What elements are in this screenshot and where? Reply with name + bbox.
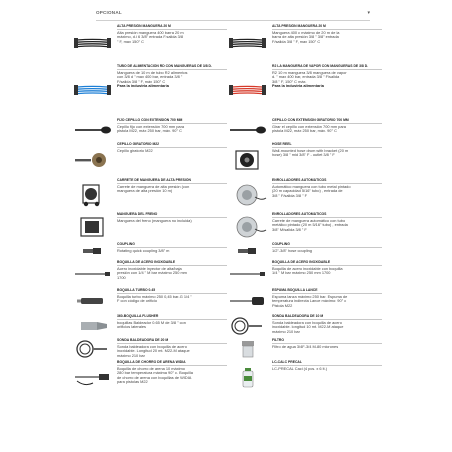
product-tubo-de-alimentacion-rd-con-mangueras-de-3-8-d bbox=[72, 64, 227, 118]
product-text-line: Wall-mounted hose drum with bracket (20 m bbox=[272, 147, 349, 153]
catalog-row bbox=[72, 288, 382, 314]
product-description bbox=[114, 142, 227, 153]
product-text-line: boquillas Baldeador 0.65 M de 3/8 " con bbox=[117, 319, 186, 325]
product-boquilla-de-acero-inoxidable bbox=[72, 260, 227, 288]
product-title: TUBO DE ALIMENTACIÓN RD CON MANGUERAS DE 3/8 D. bbox=[117, 64, 227, 70]
product-text-line: Cepillo giratorio M22 bbox=[117, 147, 153, 153]
foam-lance-icon bbox=[227, 288, 269, 314]
product-title: ALTA PRESIÓN MANGUERA 20 M bbox=[117, 24, 227, 30]
product-description bbox=[269, 118, 382, 134]
catalog-row bbox=[72, 338, 382, 360]
section-title: OPCIONAL bbox=[96, 10, 122, 15]
product-title: ALTA PRESIÓN MANGUERA 20 M bbox=[272, 24, 382, 30]
product-text-line: 1700 bbox=[117, 274, 126, 280]
product-title: ENROLLADORES AUTOMÁTICOS bbox=[272, 212, 382, 218]
product-title: BOQUILLA DE ACERO INOXIDABLE bbox=[117, 260, 227, 266]
product-title: BOQUILLA TURBO 0.45 bbox=[117, 288, 227, 294]
product-text-line: máximo 210 bar bbox=[272, 328, 300, 334]
product-boquilla-de-acero-inoxidable bbox=[227, 260, 382, 288]
product-description bbox=[114, 178, 227, 194]
product-text-line: Manguera del freno (manguera no incluida) bbox=[117, 217, 192, 223]
coupling-icon bbox=[72, 242, 114, 260]
product-text-line: orificios laterales bbox=[117, 324, 146, 330]
product-title: COUPLING bbox=[272, 242, 382, 248]
product-carrete-de-manguera-de-alta-presion bbox=[72, 178, 227, 212]
product-text-line: hose) 3/8 " mid 3/8" F - outlet 3/8 " F bbox=[272, 152, 335, 158]
hose-cart-icon bbox=[72, 178, 114, 212]
product-text-line: Carrete de manguera automático con tubo bbox=[272, 217, 346, 223]
catalog-row bbox=[72, 242, 382, 260]
product-description bbox=[269, 242, 382, 253]
auto-reel-icon bbox=[227, 178, 269, 212]
product-text-line: Alta presión manguera 400 barra 20 m bbox=[117, 29, 184, 35]
product-description bbox=[114, 260, 227, 280]
product-text-line: para pistolas M22 bbox=[117, 379, 148, 385]
product-text-line: Manguera de 10 m de tubo R2 alimentos bbox=[117, 69, 188, 75]
lance-icon bbox=[227, 260, 269, 288]
product-description bbox=[114, 212, 227, 223]
product-text-line: Boquilla de chorro de arena 10 máximo bbox=[117, 365, 185, 371]
product-text-line: 3/8 " F, 150° C máx. bbox=[272, 78, 307, 84]
product-description bbox=[269, 288, 382, 308]
product-text-line: Boquilla de acero inoxidable con boquilla bbox=[272, 265, 343, 271]
product-description bbox=[114, 64, 227, 89]
brush-extension-icon bbox=[72, 118, 114, 142]
product-text-line: 280 bar temperatura máxima 90° c. Boquilla bbox=[117, 370, 193, 376]
product-boquilla-turbo-0-45 bbox=[72, 288, 227, 314]
product-text-line: Espuma lanza máximo 250 bar. Espuma de bbox=[272, 293, 348, 299]
product-title: CEPILLO GIRATORIO M22 bbox=[117, 142, 227, 148]
product-description bbox=[114, 118, 227, 134]
catalog-row bbox=[72, 314, 382, 338]
product-description bbox=[114, 242, 227, 253]
chevron-down-icon[interactable]: ▾ bbox=[367, 10, 370, 16]
drain-probe-icon bbox=[72, 338, 114, 360]
product-text-line: inoxidable. longitud 10 mt. M22-M ataque bbox=[272, 324, 344, 330]
product-text-line: Automático manguera con tubo metal pintado bbox=[272, 183, 351, 189]
product-coupling bbox=[72, 242, 227, 260]
hose-bundle-black-icon bbox=[72, 24, 114, 64]
product-text-line: Sonda baldeadora con boquilla de acero bbox=[272, 319, 342, 325]
product-text-line: 1/4 " M bar máximo 250 mm 1700 bbox=[272, 270, 331, 276]
product-title: COUPLING bbox=[117, 242, 227, 248]
product-hose-reel bbox=[227, 142, 382, 178]
catalog-row bbox=[72, 360, 382, 394]
product-text-line: Manguera 400 c máximo de 20 m de la bbox=[272, 29, 340, 35]
product-description bbox=[269, 314, 382, 334]
catalog-row bbox=[72, 178, 382, 212]
product-text-line: presión con 1/4 " M bar máximo 250 mm bbox=[117, 270, 187, 276]
catalog-row bbox=[72, 142, 382, 178]
product-description bbox=[269, 64, 382, 89]
product-text-line: pistola M22, máx 250 bar, máx. 90° C bbox=[272, 128, 337, 134]
product-title: R2 LA MANGUERA DE VAPOR CON MANGUERAS DE 3/8 D. bbox=[272, 64, 382, 70]
product-title: ENROLLADORES AUTOMÁTICOS bbox=[272, 178, 382, 184]
product-alta-presion-manguera-20-m bbox=[72, 24, 227, 64]
product-text-line: Cepillo fijo con extensión 700 mm para bbox=[117, 123, 185, 129]
chemical-bottle-icon bbox=[227, 360, 269, 394]
filter-icon bbox=[227, 338, 269, 360]
product-title: BOQUILLA DE CHORRO DE ARENA WIDIA bbox=[117, 360, 227, 366]
product-cepillo-giratorio-m22 bbox=[72, 142, 227, 178]
product-text-line: Para la industria alimentaria bbox=[272, 83, 324, 89]
product-text-line: F/salida 3/8 " F, máx 150° C bbox=[117, 78, 166, 84]
brake-reel-icon bbox=[72, 212, 114, 242]
product-text-line: (20 m capacidad 5/16" tubo) , entrada de bbox=[272, 188, 343, 194]
product-description bbox=[269, 212, 382, 232]
product-enrolladores-automaticos bbox=[227, 178, 382, 212]
product-text-line: pistola M22, máx 250 bar, máx. 90° C bbox=[117, 128, 182, 134]
product-text-line: " F, max 150° C bbox=[117, 38, 144, 44]
product-text-line: Carrete de manguera de alta presión (con bbox=[117, 183, 190, 189]
product-text-line: de chorro de arena con boquillas de WIDIA bbox=[117, 374, 192, 380]
product-title: SONDA BALDEADORA DE 10 M bbox=[272, 314, 382, 320]
section-header bbox=[96, 10, 370, 21]
product-title: MANGUERA DEL FRENO bbox=[117, 212, 227, 218]
product-title: CARRETE DE MANGUERA DE ALTA PRESIÓN bbox=[117, 178, 227, 184]
product-description bbox=[269, 260, 382, 276]
product-description bbox=[269, 178, 382, 198]
product-description bbox=[114, 314, 227, 330]
product-text-line: Pistola M22 bbox=[272, 302, 293, 308]
product-text-line: d. " max 400 bar, entrada 3/8 " F/salida bbox=[272, 74, 340, 80]
auto-reel-icon bbox=[227, 212, 269, 242]
product-text-line: Boquilla turbo máximo 250 0,45 bar-G 1/4 " bbox=[117, 293, 192, 299]
product-espuma-boquilla-lance bbox=[227, 288, 382, 314]
product-description bbox=[269, 142, 382, 158]
product-text-line: Para la industria alimentaria bbox=[117, 83, 169, 89]
product-text-line: Filtro de agua 3/4F-3/4 M-80 micrones bbox=[272, 343, 339, 349]
product-r2-la-manguera-de-vapor-con-mangueras-de-3-8-d bbox=[227, 64, 382, 118]
product-filtro bbox=[227, 338, 382, 360]
product-description bbox=[114, 24, 227, 44]
product-text-line: inoxidable. Longitud 20 mt. M22-M ataque bbox=[117, 348, 190, 354]
catalog-row bbox=[72, 212, 382, 242]
product-title: LC-CALC PRECAL bbox=[272, 360, 382, 366]
product-text-line: 3/8 " F/salida 3/8 " F bbox=[272, 192, 307, 198]
product-title: CEPILLO CON EXTENSIÓN GIRATORIO 700 MM bbox=[272, 118, 382, 124]
product-text-line: F/salida 3/8 " F, max 150° C bbox=[272, 38, 321, 44]
product-title: 360-BOQUILLA FLUSHER bbox=[117, 314, 227, 320]
accessory-grid bbox=[72, 24, 382, 394]
hose-bundle-red-icon bbox=[227, 64, 269, 118]
catalog-row bbox=[72, 24, 382, 64]
product-lc-calc-precal bbox=[227, 360, 382, 394]
product-text-line: máximo 210 bar bbox=[117, 352, 145, 358]
product-text-line: LC-PRECAL Caci (4 pcs. x 6 lt.) bbox=[272, 365, 327, 371]
catalog-row bbox=[72, 118, 382, 142]
product-description bbox=[114, 288, 227, 304]
product-description bbox=[269, 360, 382, 371]
product-boquilla-de-chorro-de-arena-widia bbox=[72, 360, 227, 394]
product-alta-presion-manguera-20-m bbox=[227, 24, 382, 64]
product-text-line: Girar el cepillo con extensión 700 mm para bbox=[272, 123, 346, 129]
drain-probe-icon bbox=[227, 314, 269, 338]
catalog-row bbox=[72, 64, 382, 118]
product-sonda-baldeadora-de-10-m bbox=[227, 314, 382, 338]
product-text-line: Acero inoxidable inyector de alta/baja bbox=[117, 265, 182, 271]
coupling-icon bbox=[227, 242, 269, 260]
product-title: FIJO CEPILLO CON EXTENSIÓN 700 MM bbox=[117, 118, 227, 124]
product-title: SONDA BALDEADORA DE 20 M bbox=[117, 338, 227, 344]
product-text-line: Rotating quick coupling 3/8" m bbox=[117, 247, 170, 253]
product-title: FILTRO bbox=[272, 338, 382, 344]
hose-bundle-blue-icon bbox=[72, 64, 114, 118]
product-text-line: F con código de orificio bbox=[117, 298, 158, 304]
product-fijo-cepillo-con-extension-700-mm bbox=[72, 118, 227, 142]
product-text-line: barra de alta presión 3/8 " 3/8" entrada bbox=[272, 34, 339, 40]
hose-reel-icon bbox=[227, 142, 269, 178]
product-text-line: manguera de alta presión 10 m) bbox=[117, 188, 173, 194]
hose-bundle-black-icon bbox=[227, 24, 269, 64]
sandblast-nozzle-icon bbox=[72, 360, 114, 394]
product-title: BOQUILLA DE ACERO INOXIDABLE bbox=[272, 260, 382, 266]
product-description bbox=[114, 360, 227, 385]
product-360-boquilla-flusher bbox=[72, 314, 227, 338]
product-text-line: R2 10 m manguera 3/8 manguera de vapor bbox=[272, 69, 347, 75]
product-text-line: 1/2"-3/8" hose coupling bbox=[272, 247, 312, 253]
product-enrolladores-automaticos bbox=[227, 212, 382, 242]
catalog-row bbox=[72, 260, 382, 288]
product-description bbox=[269, 338, 382, 349]
product-text-line: Sonda baldeadora con boquilla de acero bbox=[117, 343, 187, 349]
product-description bbox=[114, 338, 227, 358]
product-text-line: metálico pintado (20 m 5/16" tubo) , entrada bbox=[272, 222, 348, 228]
product-sonda-baldeadora-de-20-m bbox=[72, 338, 227, 360]
product-text-line: máximo, d.i 6 3/8" entrada F.salida 3/8 bbox=[117, 34, 184, 40]
flusher-nozzle-icon bbox=[72, 314, 114, 338]
rotary-brush-icon bbox=[72, 142, 114, 178]
product-text-line: 3/8" M/salida 3/8 " F bbox=[272, 226, 307, 232]
product-text-line: temperatura indirecta Lance máximo: 90° c bbox=[272, 298, 347, 304]
product-title: HOSE REEL bbox=[272, 142, 382, 148]
brush-extension-icon bbox=[227, 118, 269, 142]
turbo-nozzle-icon bbox=[72, 288, 114, 314]
product-text-line: con 3/8 d " max 400 bar, entrada 3/8 " bbox=[117, 74, 183, 80]
product-description bbox=[269, 24, 382, 44]
product-cepillo-con-extension-giratorio-700-mm bbox=[227, 118, 382, 142]
lance-icon bbox=[72, 260, 114, 288]
product-manguera-del-freno bbox=[72, 212, 227, 242]
product-title: ESPUMA BOQUILLA LANCE bbox=[272, 288, 382, 294]
product-coupling bbox=[227, 242, 382, 260]
